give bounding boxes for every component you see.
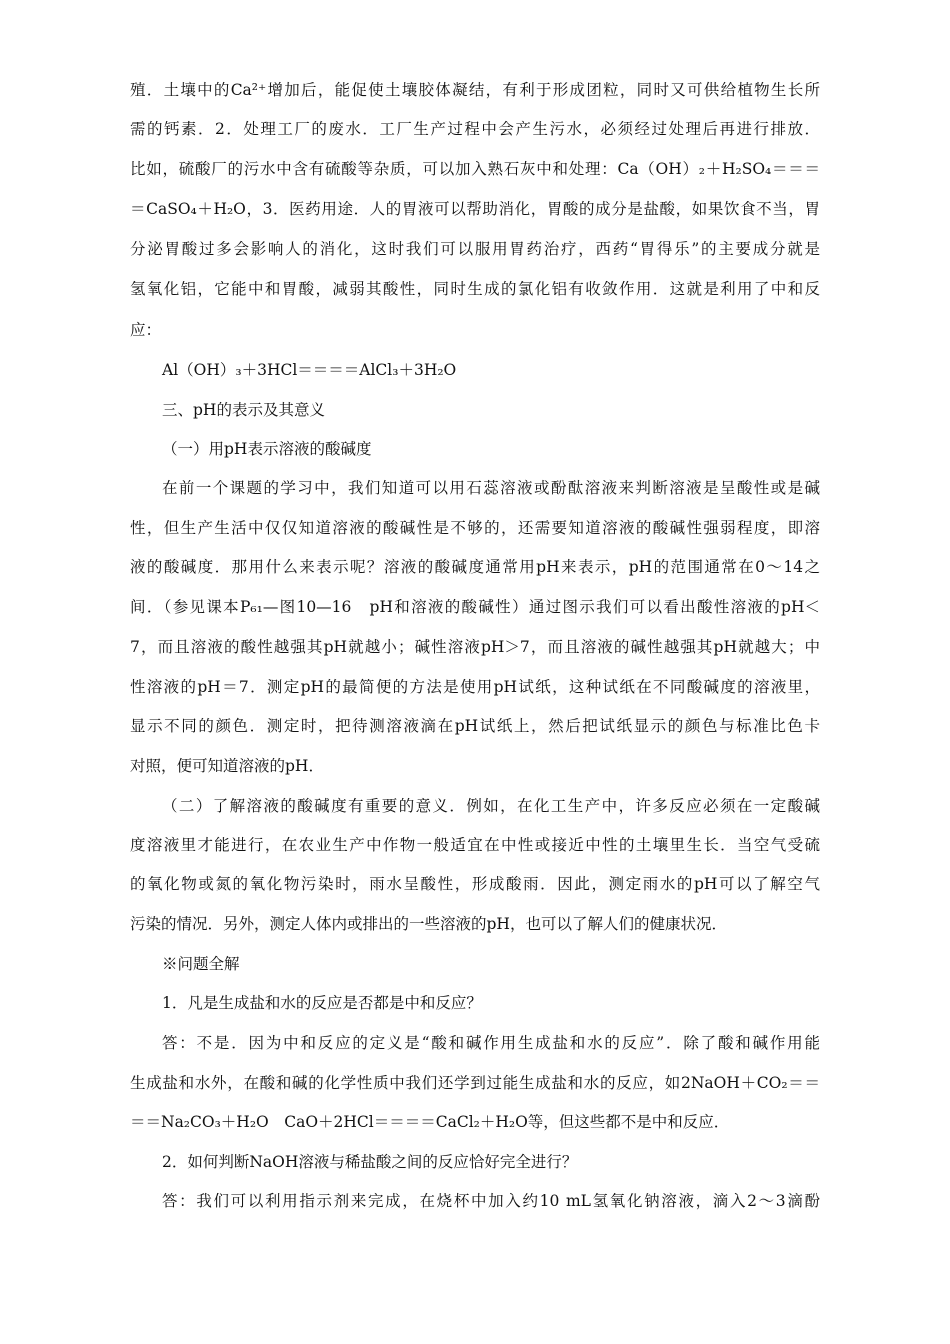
text-line: 氢氧化铝，它能中和胃酸，减弱其酸性，同时生成的氯化铝有收敛作用．这就是利用了中和反 — [130, 280, 820, 298]
section-heading: 三、pH的表示及其意义 — [162, 401, 325, 419]
text-line: 度溶液里才能进行，在农业生产中作物一般适宜在中性或接近中性的土壤里生长．当空气受硫 — [130, 836, 820, 854]
text-line: 性，但生产生活中仅仅知道溶液的酸碱性是不够的，还需要知道溶液的酸碱性强弱程度，即溶 — [130, 519, 820, 537]
text-line: 显示不同的颜色．测定时，把待测溶液滴在pH试纸上，然后把试纸显示的颜色与标准比色卡 — [130, 717, 820, 735]
text-line: 污染的情况．另外，测定人体内或排出的一些溶液的pH，也可以了解人们的健康状况． — [130, 915, 727, 933]
subsection-heading: （一）用pH表示溶液的酸碱度 — [162, 440, 372, 458]
text-line: 应： — [130, 321, 162, 339]
text-line: ＝CaSO₄＋H₂O，3．医药用途．人的胃液可以帮助消化，胃酸的成分是盐酸，如果饮食不当，胃 — [130, 200, 820, 218]
answer-line: 答：我们可以利用指示剂来完成，在烧杯中加入约10 mL氢氧化钠溶液，滴入2～3滴酚 — [162, 1192, 820, 1210]
text-line: （二）了解溶液的酸碱度有重要的意义．例如，在化工生产中，许多反应必须在一定酸碱 — [162, 797, 820, 815]
answer-line: ＝＝Na₂CO₃＋H₂O CaO＋2HCl＝＝＝＝CaCl₂＋H₂O等，但这些都不是中和反应． — [130, 1113, 730, 1131]
answer-line: 答：不是．因为中和反应的定义是“酸和碱作用生成盐和水的反应”．除了酸和碱作用能 — [162, 1034, 820, 1052]
text-line: 比如，硫酸厂的污水中含有硫酸等杂质，可以加入熟石灰中和处理：Ca（OH）₂＋H₂SO₄＝＝＝ — [130, 160, 820, 178]
equation-line: Al（OH）₃＋3HCl＝＝＝＝AlCl₃＋3H₂O — [162, 361, 457, 379]
text-line: 殖．土壤中的Ca²⁺增加后，能促使土壤胶体凝结，有利于形成团粒，同时又可供给植物生长所 — [130, 81, 820, 99]
text-line: 液的酸碱度．那用什么来表示呢？溶液的酸碱度通常用pH来表示，pH的范围通常在0～14之 — [130, 558, 820, 576]
text-line: 需的钙素．2．处理工厂的废水．工厂生产过程中会产生污水，必须经过处理后再进行排放． — [130, 120, 820, 138]
text-line: 间．（参见课本P₆₁—图10—16 pH和溶液的酸碱性）通过图示我们可以看出酸性溶液的pH＜ — [130, 598, 820, 616]
question: 2．如何判断NaOH溶液与稀盐酸之间的反应恰好完全进行？ — [162, 1153, 578, 1171]
text-line: 性溶液的pH＝7．测定pH的最简便的方法是使用pH试纸，这种试纸在不同酸碱度的溶液里， — [130, 678, 820, 696]
text-line: 7，而且溶液的酸性越强其pH就越小；碱性溶液pH＞7，而且溶液的碱性越强其pH就越大；中 — [130, 638, 820, 656]
section-heading: ※问题全解 — [162, 955, 240, 973]
text-line: 的氧化物或氮的氧化物污染时，雨水呈酸性，形成酸雨．因此，测定雨水的pH可以了解空气 — [130, 875, 820, 893]
question: 1．凡是生成盐和水的反应是否都是中和反应？ — [162, 994, 482, 1012]
answer-line: 生成盐和水外，在酸和碱的化学性质中我们还学到过能生成盐和水的反应，如2NaOH＋CO₂＝＝ — [130, 1074, 820, 1092]
text-line: 分泌胃酸过多会影响人的消化，这时我们可以服用胃药治疗，西药“胃得乐”的主要成分就是 — [130, 240, 820, 258]
text-line: 在前一个课题的学习中，我们知道可以用石蕊溶液或酚酞溶液来判断溶液是呈酸性或是碱 — [162, 479, 820, 497]
text-line: 对照，便可知道溶液的pH． — [130, 757, 324, 775]
